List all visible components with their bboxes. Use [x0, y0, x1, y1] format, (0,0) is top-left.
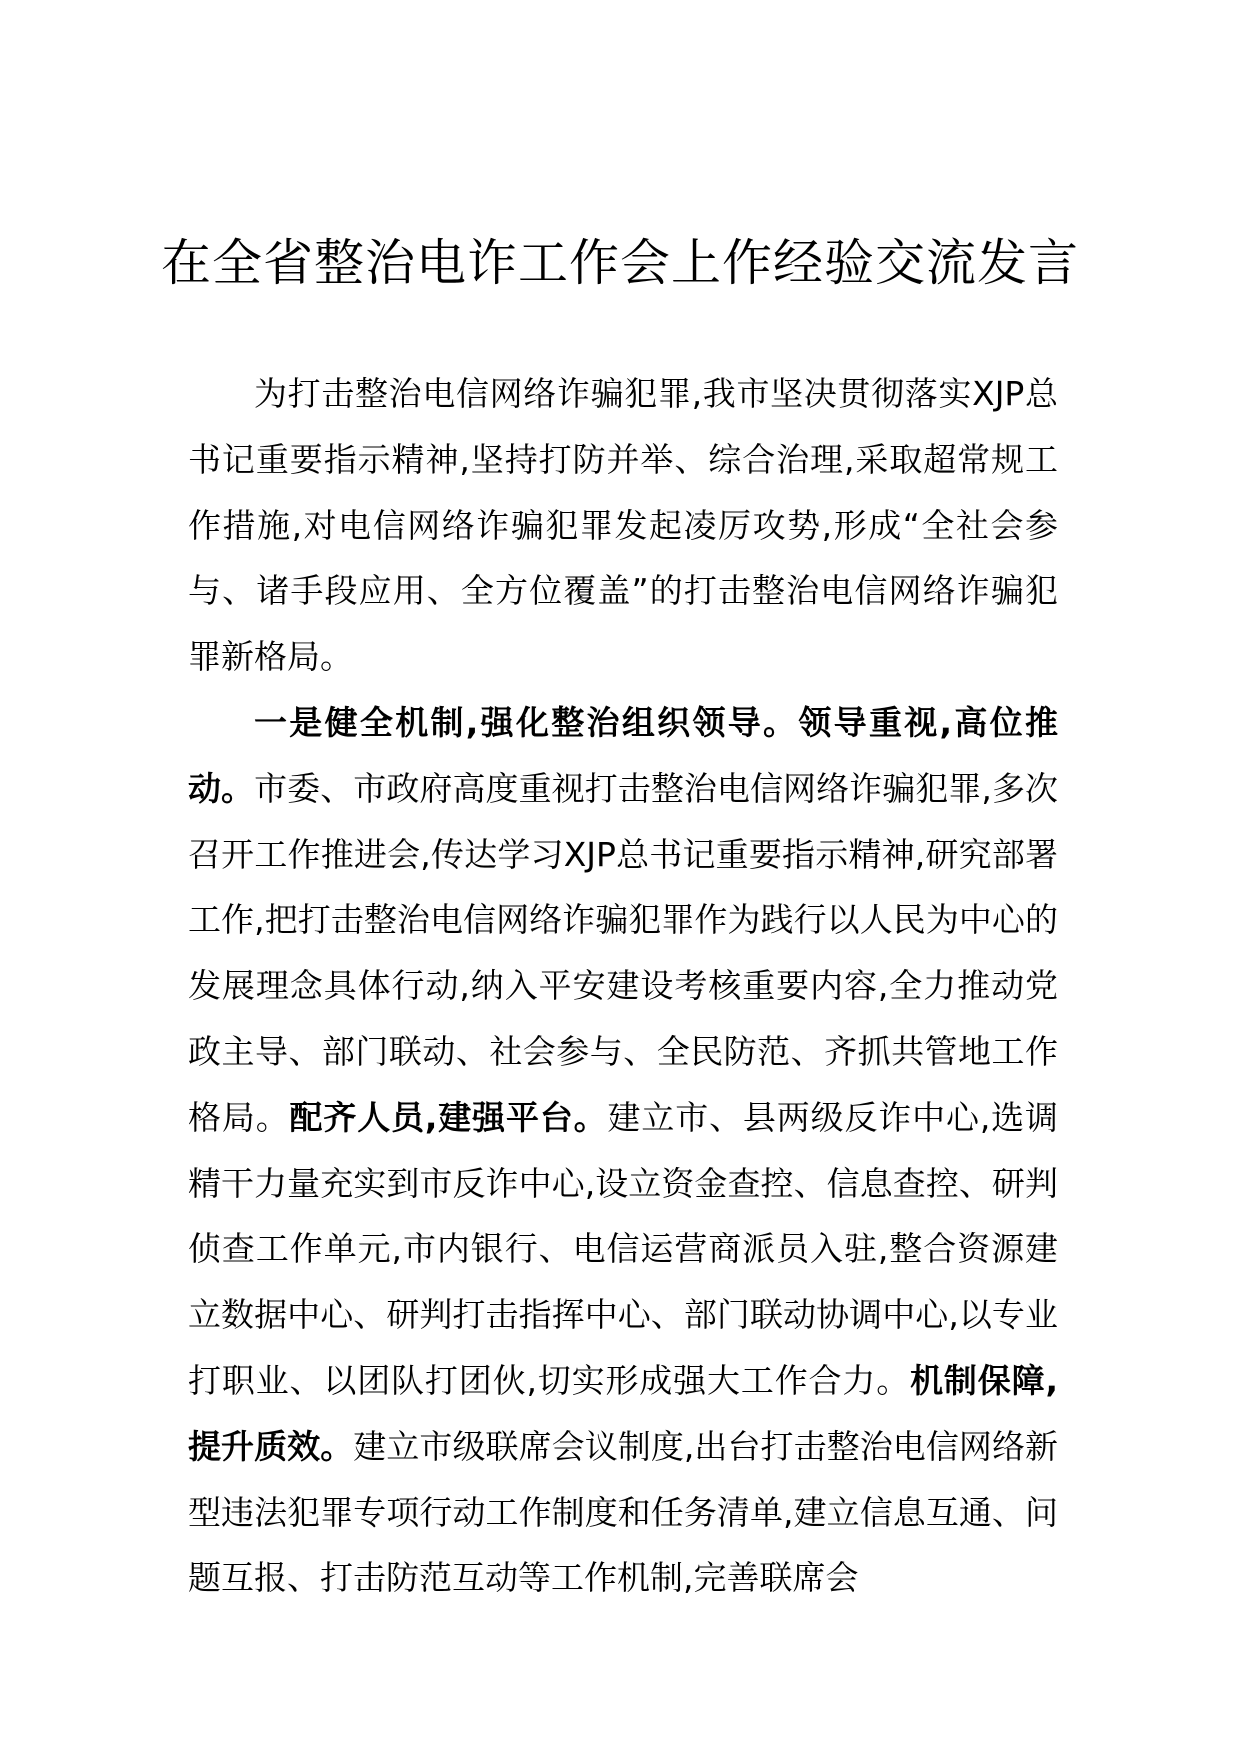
document-body	[188, 361, 1058, 1611]
section-one-heading: 一是健全机制,强化整治组织领导。	[254, 702, 799, 742]
section-one-sub3-title: 机制保障,提升质效。	[188, 1360, 1058, 1466]
section-one-sub1-text: 市委、市政府高度重视打击整治电信网络诈骗犯罪,多次召开工作推进会,传达学习XJP总书记重要指示精神,研究部署工作,把打击整治电信网络诈骗犯罪作为践行以人民为中心的发展理念具体行动,纳入平安建设考核重要内容,全力推动党政主导、部门联动、社会参与、全民防范、齐抓共管地工作格局。	[188, 768, 1058, 1137]
section-one-sub2-title: 配齐人员,建强平台。	[289, 1097, 608, 1137]
section-one-sub1-title: 领导重视,高位推动。	[188, 702, 1058, 808]
document-title: 在全省整治电诈工作会上作经验交流发言	[161, 234, 1079, 292]
section-one-paragraph	[188, 690, 1058, 1611]
intro-paragraph-text: 为打击整治电信网络诈骗犯罪,我市坚决贯彻落实XJP总书记重要指示精神,坚持打防并举、综合治理,采取超常规工作措施,对电信网络诈骗犯罪发起凌厉攻势,形成“全社会参与、诸手段应用、全方位覆盖”的打击整治电信网络诈骗犯罪新格局。	[188, 374, 1058, 677]
section-one-sub2-text: 建立市、县两级反诈中心,选调精干力量充实到市反诈中心,设立资金查控、信息查控、研判侦查工作单元,市内银行、电信运营商派员入驻,整合资源建立数据中心、研判打击指挥中心、部门联动协调中心,以专业打职业、以团队打团伙,切实形成强大工作合力。	[188, 1097, 1058, 1400]
section-one-sub3-text: 建立市级联席会议制度,出台打击整治电信网络新型违法犯罪专项行动工作制度和任务清单,建立信息互通、问题互报、打击防范互动等工作机制,完善联席会	[188, 1426, 1058, 1598]
intro-paragraph	[188, 361, 1058, 690]
